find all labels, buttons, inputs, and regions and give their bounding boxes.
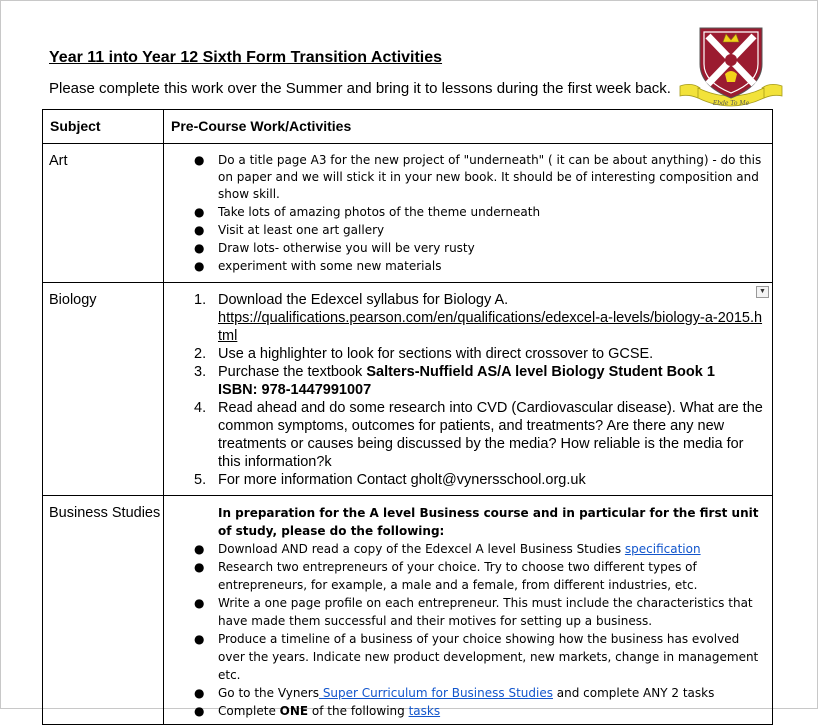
list-item: 5. For more information Contact gholt@vynersschool.org.uk: [194, 472, 586, 488]
biology-syllabus-link[interactable]: https://qualifications.pearson.com/en/qualifications/edexcel-a-levels/biology-a-2015.html: [218, 310, 763, 344]
table-row-biology: [43, 283, 773, 496]
activities-art: [164, 144, 773, 283]
tasks-link[interactable]: tasks: [408, 704, 441, 718]
activities-biology: [164, 283, 773, 496]
table-row-business: [43, 496, 773, 725]
table-header-row: [43, 110, 773, 144]
business-task-list: [164, 540, 772, 720]
list-item: ● Do a title page A3 for the new project of "underneath" ( it can be about anything) - do this on paper and we will stick it in your new book. It should be of interesting composition and show skill.: [194, 153, 762, 201]
header-activities: Pre-Course Work/Activities: [164, 110, 773, 144]
list-item: 3. Purchase the textbook Salters-Nuffield AS/A level Biology Student Book 1 ISBN: 978-1447991007: [194, 364, 715, 398]
transition-activities-table: [42, 109, 773, 725]
list-item: 2. Use a highlighter to look for sections with direct crossover to GCSE.: [194, 346, 654, 362]
activities-business: [164, 496, 773, 725]
list-item: ● Complete ONE of the following tasks: [194, 704, 441, 718]
bullet: ●: [194, 205, 205, 219]
bullet: ●: [194, 153, 205, 167]
list-item: ● Visit at least one art gallery: [194, 223, 385, 237]
list-item: ● Write a one page profile on each entrepreneur. This must include the characteristics that have made them successful and their motives for setting up a business.: [194, 596, 753, 628]
list-item: ● Download AND read a copy of the Edexcel A level Business Studies specification: [194, 542, 701, 556]
biology-task-list: [164, 283, 772, 495]
list-item: ● Research two entrepreneurs of your choice. Try to choose two different types of entrepreneurs, for example, a male and a female, from different industries, etc.: [194, 560, 698, 592]
specification-link[interactable]: specification: [624, 542, 701, 556]
list-item: ● Take lots of amazing photos of the theme underneath: [194, 205, 541, 219]
list-item: ● Go to the Vyners Super Curriculum for Business Studies and complete ANY 2 tasks: [194, 686, 715, 700]
super-curriculum-link[interactable]: Super Curriculum for Business Studies: [319, 686, 553, 700]
art-task-list: [164, 144, 772, 282]
bullet: ●: [194, 223, 205, 237]
subject-biology: Biology: [43, 283, 164, 496]
header-subject: Subject: [43, 110, 164, 144]
list-item: ● experiment with some new materials: [194, 259, 442, 273]
table-row-art: [43, 144, 773, 283]
subject-business: Business Studies: [43, 496, 164, 725]
list-item: 4. Read ahead and do some research into CVD (Cardiovascular disease). What are the common symptoms, outcomes for patients, and treatments? Are there any new treatments or causes being discussed by the media? How reliable is the media for this information?k: [194, 400, 763, 470]
crest-motto: Ebde To Me: [712, 100, 750, 107]
dropdown-arrow-icon[interactable]: ▼: [756, 286, 769, 298]
business-tasks: [164, 496, 772, 724]
intro-text: Please complete this work over the Summer and bring it to lessons during the first week back.: [49, 80, 671, 97]
bullet: ●: [194, 241, 205, 255]
bullet: ●: [194, 259, 205, 273]
subject-art: Art: [43, 144, 164, 283]
business-lead-text: In preparation for the A level Business course and in particular for the first unit of study, please do the following:: [218, 506, 759, 538]
list-item: ● Produce a timeline of a business of your choice showing how the business has evolved over the years. Indicate new product development, new markets, change in management etc.: [194, 632, 759, 682]
page-title: Year 11 into Year 12 Sixth Form Transition Activities: [49, 49, 443, 66]
list-item: ● Draw lots- otherwise you will be very rusty: [194, 241, 475, 255]
school-crest-logo: [678, 24, 784, 114]
list-item: 1. Download the Edexcel syllabus for Biology A. https://qualifications.pearson.com/en/qualifications/edexcel-a-levels/biology-a-2015.html: [194, 292, 763, 344]
